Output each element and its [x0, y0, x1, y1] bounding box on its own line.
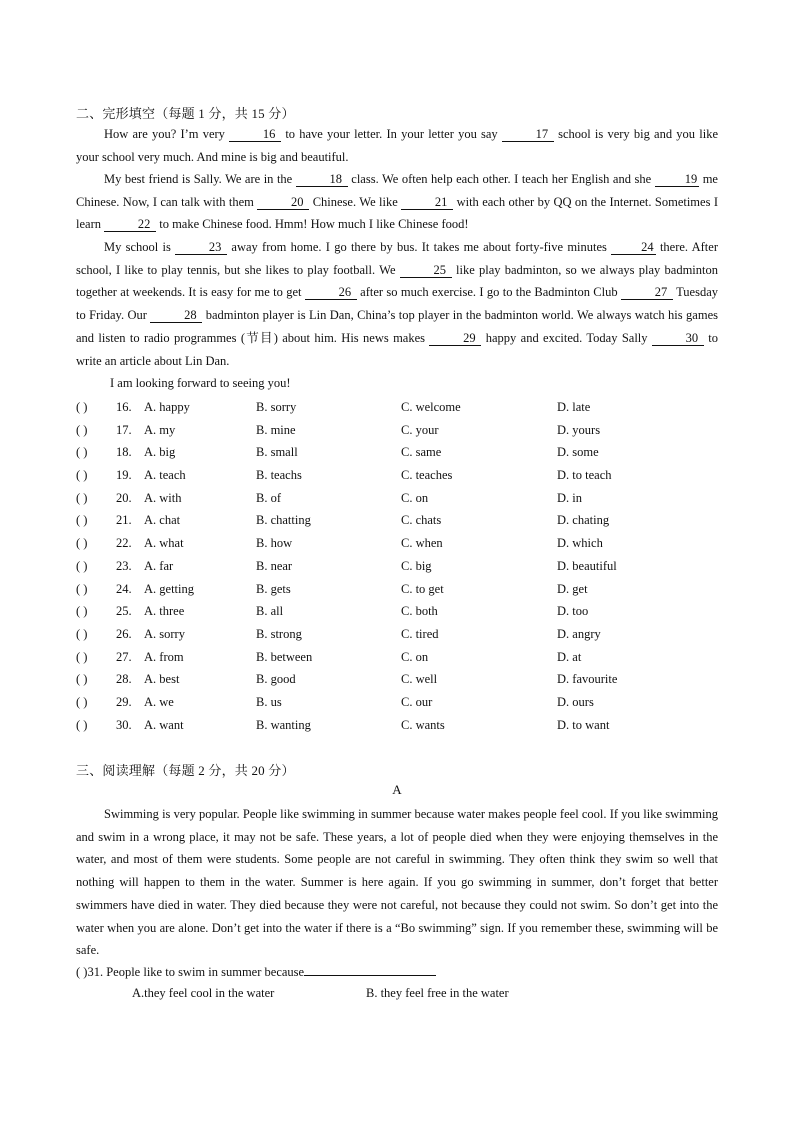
blank-24: 24	[611, 241, 656, 255]
option-b: B. they feel free in the water	[366, 986, 509, 1000]
question-row: ( ) 17. A. my B. mine C. your D. yours	[76, 422, 601, 437]
question-row: ( ) 19. A. teach B. teachs C. teaches D. to teach	[76, 468, 612, 483]
blank-20: 20	[257, 196, 309, 210]
blank-30: 30	[652, 332, 704, 346]
blank-21: 21	[401, 196, 453, 210]
question-row: ( ) 28. A. best B. good C. well D. favourite	[76, 672, 618, 687]
blank-28: 28	[150, 309, 202, 323]
question-row: ( ) 22. A. what B. how C. when D. which	[76, 536, 603, 551]
cloze-paragraph-3: My school is 23 away from home. I go there by bus. It takes me about forty-five minutes 24 there. After school, I like to play tennis, but she likes to play football. We 25 like play badminton, so we always play badminton together at weekends. It is easy for me to get 26 after so much exercise. I go to the Badminton Club 27 Tuesday to Friday. Our 28 badminton player is Lin Dan, China’s top player in the badminton world. We always watch his games and listen to radio programmes (节目) about him. His news makes 29 happy and excited. Today Sally 30 to write an article about Lin Dan.	[76, 240, 718, 368]
question-row: ( ) 29. A. we B. us C. our D. ours	[76, 694, 594, 709]
section-3-heading: 三、阅读理解（每题 2 分，共 20 分）	[76, 763, 295, 778]
reading-passage: Swimming is very popular. People like swimming in summer because water makes people feel cool. If you like swimming and swim in a wrong place, it may not be safe. These years, a lot of people died when they were enjoying themselves in the water, and most of them were students. Some people are not careful in swimming. They often think they swim so well that nothing will happen to them in the water. Summer is here again. If you go swimming in summer, don’t forget that better swimmers have died in water. They died because they were not careful, not because they could not swim. So don’t get into the water when you are alone. Don’t get into the water if there is a “Bo swimming” sign. If you remember these, swimming will be safe.	[76, 807, 718, 958]
cloze-options-list	[76, 396, 736, 736]
cloze-paragraph-2: My best friend is Sally. We are in the 18 class. We often help each other. I teach her English and she 19 me Chinese. Now, I can talk with them 20 Chinese. We like 21 with each other by QQ on the Internet. Sometimes I learn 22 to make Chinese food. Hmm! How much I like Chinese food!	[76, 172, 719, 232]
question-row: ( ) 16. A. happy B. sorry C. welcome D. late	[76, 400, 591, 414]
question-row: ( ) 26. A. sorry B. strong C. tired D. angry	[76, 626, 601, 641]
blank-29: 29	[429, 332, 481, 346]
question-row: ( ) 30. A. want B. wanting C. wants D. to want	[76, 717, 610, 732]
blank-16: 16	[229, 128, 281, 142]
section-2-heading: 二、完形填空（每题 1 分，共 15 分）	[76, 106, 295, 121]
blank-23: 23	[175, 241, 227, 255]
blank-25: 25	[400, 264, 452, 278]
question-row: ( ) 21. A. chat B. chatting C. chats D. chating	[76, 513, 610, 528]
question-row: ( ) 27. A. from B. between C. on D. at	[76, 649, 582, 664]
option-a: A.they feel cool in the water	[132, 986, 275, 1000]
answer-blank-31	[304, 963, 436, 976]
question-row: ( ) 25. A. three B. all C. both D. too	[76, 604, 589, 619]
question-row: ( ) 24. A. getting B. gets C. to get D. get	[76, 581, 588, 596]
blank-27: 27	[621, 286, 673, 300]
cloze-paragraph-1: How are you? I’m very 16 to have your letter. In your letter you say 17 school is very big and you like your school very much. And mine is big and beautiful.	[76, 127, 718, 164]
blank-19: 19	[655, 173, 700, 187]
blank-18: 18	[296, 173, 348, 187]
question-row: ( ) 18. A. big B. small C. same D. some	[76, 445, 599, 460]
question-row: ( ) 23. A. far B. near C. big D. beautiful	[76, 558, 617, 573]
question-31: ( )31. People like to swim in summer because	[76, 963, 436, 980]
letter-closing: I am looking forward to seeing you!	[110, 376, 291, 390]
blank-17: 17	[502, 128, 554, 142]
passage-label: A	[392, 782, 402, 797]
question-row: ( ) 20. A. with B. of C. on D. in	[76, 490, 582, 505]
blank-22: 22	[104, 218, 156, 232]
blank-26: 26	[305, 286, 357, 300]
